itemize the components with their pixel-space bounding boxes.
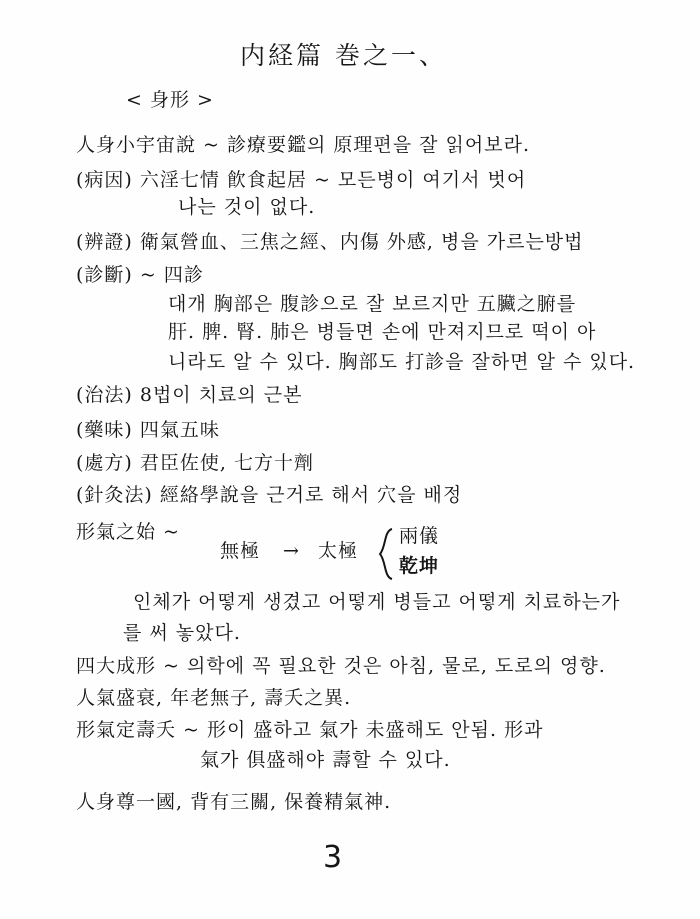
diagram-arrow: → [283, 540, 300, 562]
diagram-from: 無極 [220, 540, 261, 562]
text-line: 니라도 알 수 있다. 胸部도 打診을 잘하면 알 수 있다. [168, 351, 636, 373]
text-line: (診斷) ~ 四診 [76, 264, 204, 286]
diagram-to: 太極 [318, 540, 359, 562]
text-line: 인체가 어떻게 생겼고 어떻게 병들고 어떻게 치료하는가 [133, 591, 621, 613]
text-line: (治法) 8법이 치료의 근본 [76, 384, 303, 406]
text-line: (藥味) 四氣五味 [76, 419, 220, 441]
text-line: 대개 胸部은 腹診으로 잘 보르지만 五臟之腑를 [168, 293, 577, 315]
text-line: 形氣定壽夭 ~ 形이 盛하고 氣가 未盛해도 안됨. 形과 [76, 719, 544, 741]
brace-icon [378, 527, 394, 581]
text-line: (針灸法) 經絡學說을 근거로 해서 穴을 배정 [76, 484, 463, 506]
diagram-branch: 乾坤 [399, 555, 440, 577]
text-line: 肝. 脾. 腎. 肺은 병들면 손에 만져지므로 떡이 아 [168, 321, 597, 343]
text-line: (處方) 君臣佐使, 七方十劑 [76, 452, 314, 474]
text-line: 形氣之始 ~ [76, 521, 180, 543]
text-line: 를 써 놓았다. [123, 622, 241, 644]
page-number: 3 [323, 840, 344, 875]
page-title: 内経篇 巻之一、 [240, 41, 447, 70]
text-line: (辨證) 衛氣營血、三焦之經、内傷 外感, 병을 가르는방법 [76, 231, 584, 253]
text-line: 人身小宇宙說 ~ 診療要鑑의 原理편을 잘 읽어보라. [76, 134, 530, 156]
text-line: 人身尊一國, 背有三關, 保養精氣神. [76, 791, 392, 813]
text-line: (病因) 六淫七情 飮食起居 ~ 모든병이 여기서 벗어 [76, 169, 527, 191]
text-line: 人氣盛衰, 年老無子, 壽夭之異. [76, 687, 352, 709]
text-line: 氣가 俱盛해야 壽할 수 있다. [200, 749, 451, 771]
section-heading: < 身形 > [126, 89, 214, 111]
diagram-branch: 兩儀 [399, 525, 440, 547]
text-line: 나는 것이 없다. [178, 196, 316, 218]
text-line: 四大成形 ~ 의학에 꼭 필요한 것은 아침, 물로, 도로의 영향. [76, 655, 606, 677]
